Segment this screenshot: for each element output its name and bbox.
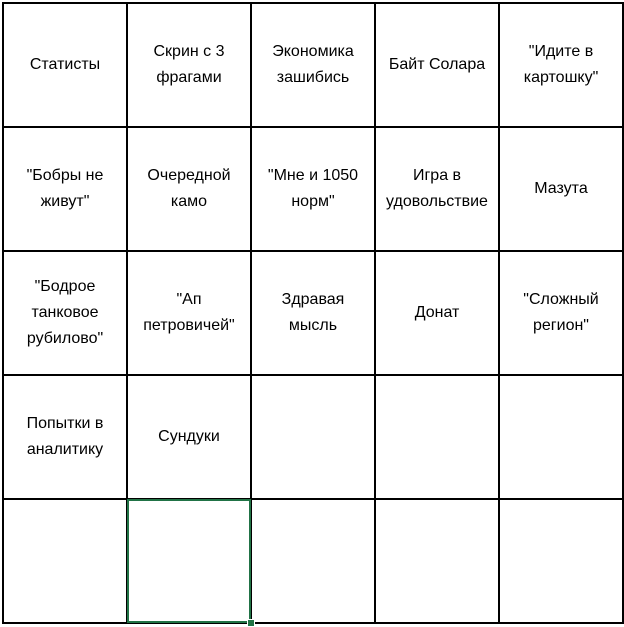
grid-row-2 <box>3 127 623 251</box>
cell-r5-c1[interactable] <box>3 499 127 623</box>
grid-row-3 <box>3 251 623 375</box>
cell-r1-c4[interactable]: Байт Солара <box>375 3 499 127</box>
cell-r1-c2[interactable]: Скрин с 3 фрагами <box>127 3 251 127</box>
cell-r1-c5[interactable]: "Идите в картошку" <box>499 3 623 127</box>
cell-r2-c4[interactable]: Игра в удовольствие <box>375 127 499 251</box>
cell-r3-c1[interactable]: "Бодрое танковое рубилово" <box>3 251 127 375</box>
cell-r2-c5[interactable]: Мазута <box>499 127 623 251</box>
cell-r1-c1[interactable]: Статисты <box>3 3 127 127</box>
cell-r3-c2[interactable]: "Ап петровичей" <box>127 251 251 375</box>
cell-r5-c5[interactable] <box>499 499 623 623</box>
cell-r4-c1[interactable]: Попытки в аналитику <box>3 375 127 499</box>
cell-r5-c2[interactable] <box>127 499 251 623</box>
cell-r5-c4[interactable] <box>375 499 499 623</box>
cell-r3-c4[interactable]: Донат <box>375 251 499 375</box>
grid-row-4 <box>3 375 623 499</box>
grid-row-5 <box>3 499 623 623</box>
cell-r2-c3[interactable]: "Мне и 1050 норм" <box>251 127 375 251</box>
cell-r5-c3[interactable] <box>251 499 375 623</box>
cell-r3-c5[interactable]: "Сложный регион" <box>499 251 623 375</box>
cell-r1-c3[interactable]: Экономика зашибись <box>251 3 375 127</box>
cell-r2-c2[interactable]: Очередной камо <box>127 127 251 251</box>
cell-r4-c3[interactable] <box>251 375 375 499</box>
cell-r4-c2[interactable]: Сундуки <box>127 375 251 499</box>
cell-r4-c4[interactable] <box>375 375 499 499</box>
fill-handle[interactable] <box>247 619 255 627</box>
grid-row-1 <box>3 3 623 127</box>
cell-r3-c3[interactable]: Здравая мысль <box>251 251 375 375</box>
bingo-grid <box>2 2 624 624</box>
cell-r4-c5[interactable] <box>499 375 623 499</box>
cell-r2-c1[interactable]: "Бобры не живут" <box>3 127 127 251</box>
spreadsheet-sheet <box>2 2 622 622</box>
